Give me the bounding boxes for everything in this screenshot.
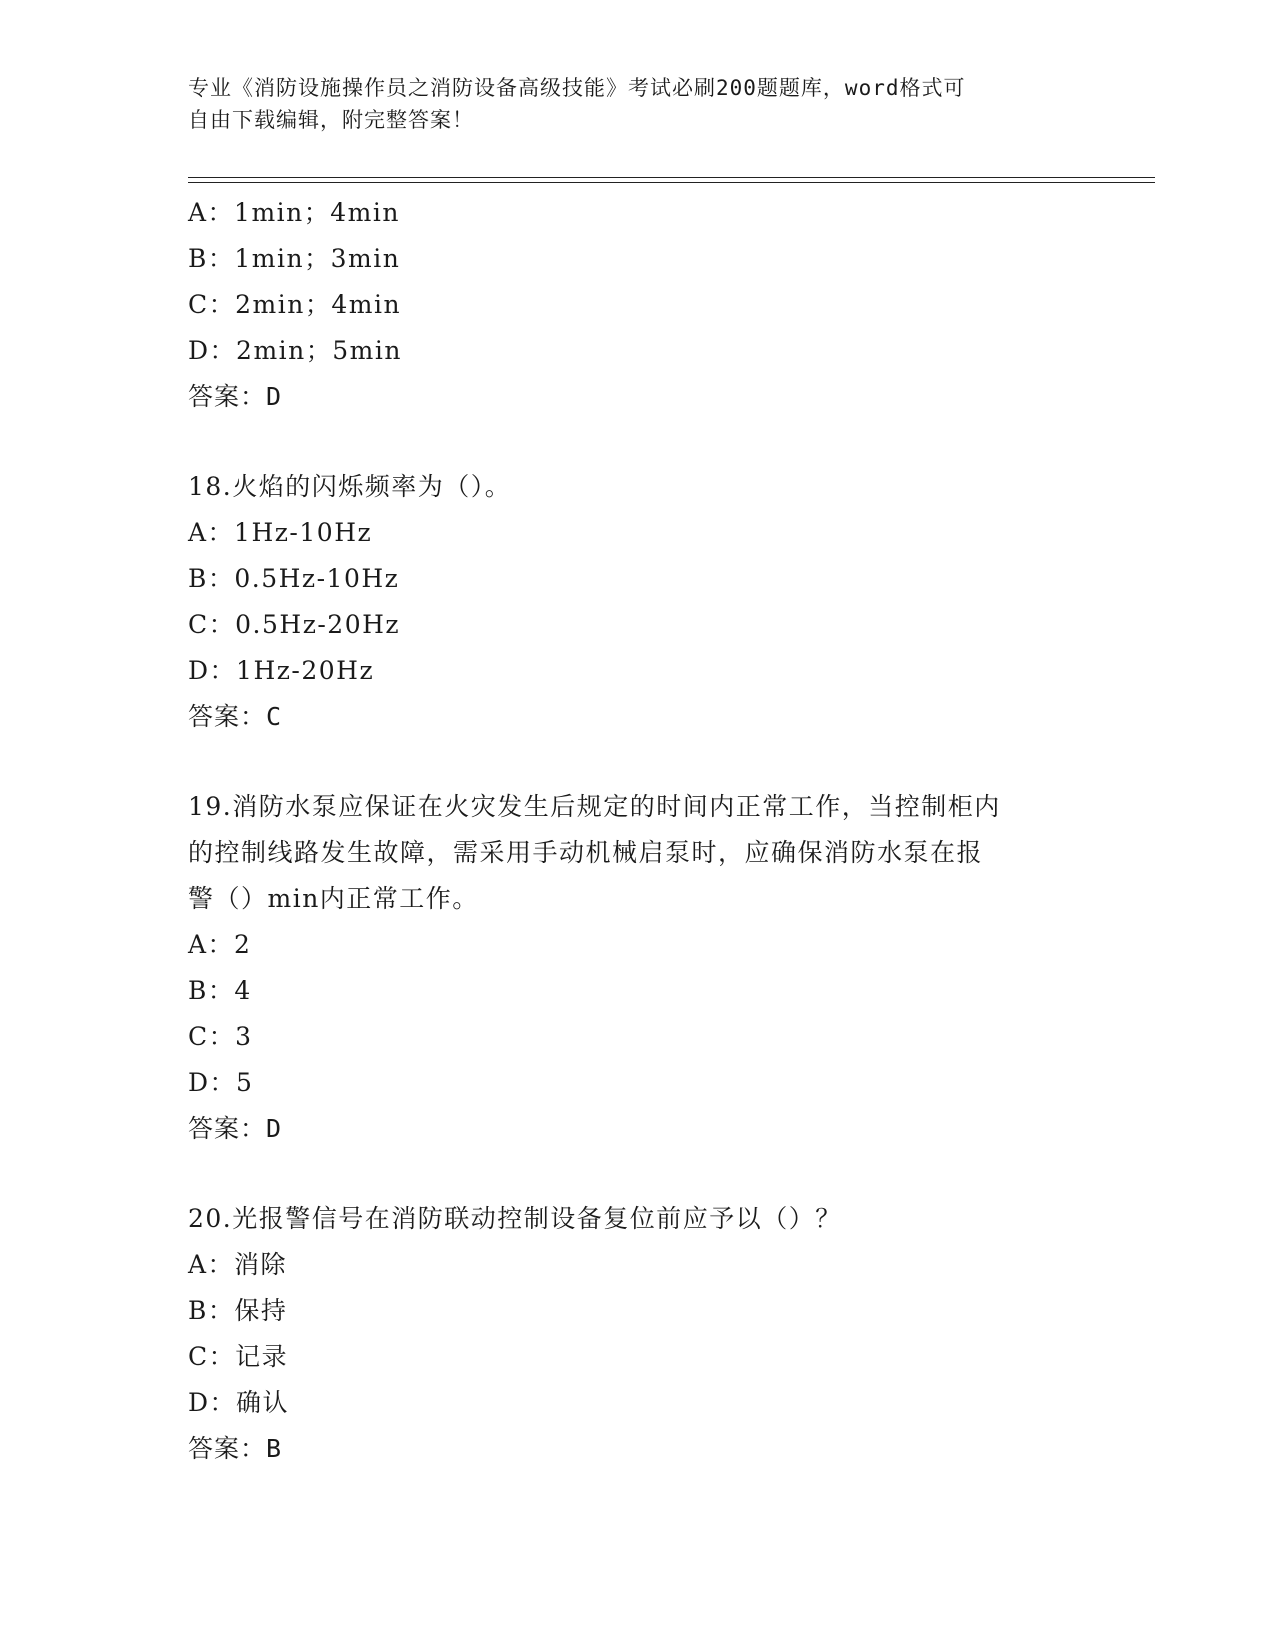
- option-b: B：1min；3min: [188, 244, 401, 273]
- question-list: [188, 190, 1088, 1472]
- option-a: A：消除: [188, 1250, 288, 1279]
- question-20: [188, 1196, 1088, 1472]
- header-divider-bottom: [188, 182, 1155, 183]
- question-stem: 20.光报警信号在消防联动控制设备复位前应予以（）？: [188, 1204, 842, 1233]
- header-line-2: 自由下载编辑，附完整答案！: [188, 108, 474, 132]
- option-a: A：2: [188, 930, 252, 959]
- option-b: B：保持: [188, 1296, 288, 1325]
- answer-label: 答案：D: [188, 1114, 283, 1143]
- option-d: D：5: [188, 1068, 254, 1097]
- header-line-1: 专业《消防设施操作员之消防设备高级技能》考试必刷200题题库，word格式可: [188, 76, 966, 100]
- option-a: A：1min；4min: [188, 198, 400, 227]
- answer-label: 答案：D: [188, 382, 283, 411]
- option-d: D：1Hz-20Hz: [188, 656, 375, 685]
- stem-line-1: 19.消防水泵应保证在火灾发生后规定的时间内正常工作，当控制柜内: [188, 792, 1001, 821]
- question-17: [188, 190, 1088, 420]
- option-c: C：记录: [188, 1342, 289, 1371]
- option-c: C：2min；4min: [188, 290, 402, 319]
- document-header: [188, 72, 1068, 136]
- header-divider-top: [188, 177, 1155, 178]
- option-d: D：确认: [188, 1388, 290, 1417]
- stem-line-2: 的控制线路发生故障，需采用手动机械启泵时，应确保消防水泵在报: [188, 838, 984, 867]
- question-18: [188, 464, 1088, 740]
- question-stem: 18.火焰的闪烁频率为（）。: [188, 472, 512, 501]
- option-b: B：4: [188, 976, 252, 1005]
- question-19: [188, 784, 1088, 1152]
- question-stem: [188, 784, 1078, 922]
- option-c: C：0.5Hz-20Hz: [188, 610, 401, 639]
- answer-label: 答案：B: [188, 1434, 283, 1463]
- option-b: B：0.5Hz-10Hz: [188, 564, 400, 593]
- option-a: A：1Hz-10Hz: [188, 518, 373, 547]
- option-d: D：2min；5min: [188, 336, 402, 365]
- stem-line-3: 警（）min内正常工作。: [188, 884, 479, 913]
- answer-label: 答案：C: [188, 702, 283, 731]
- option-c: C：3: [188, 1022, 253, 1051]
